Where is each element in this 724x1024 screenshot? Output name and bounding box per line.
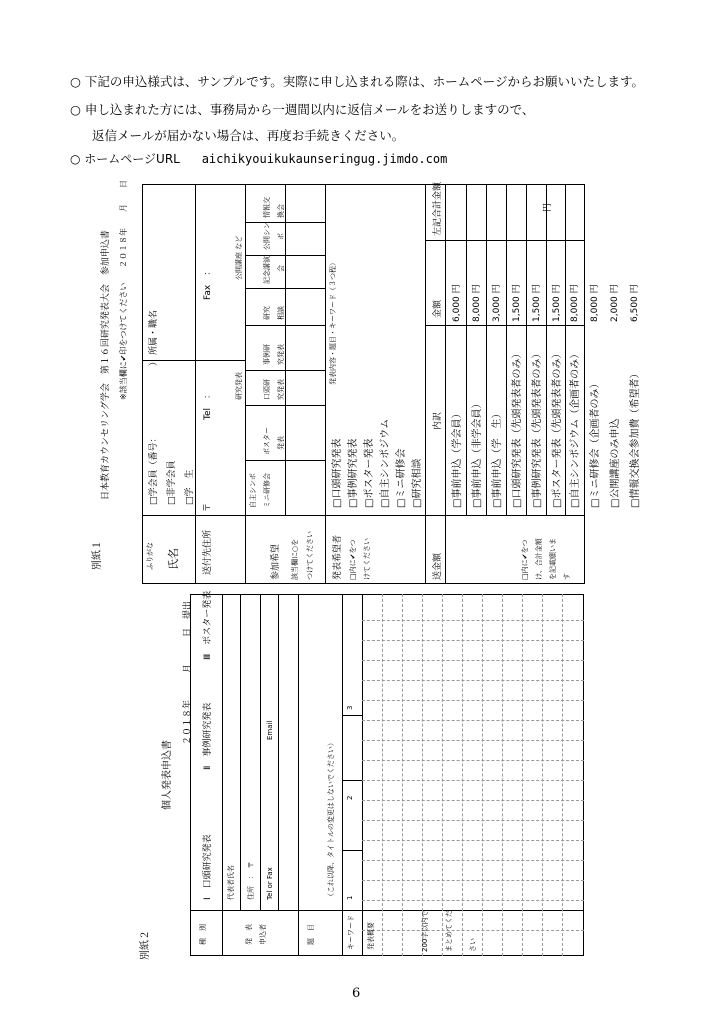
presentation-option-3[interactable]: □自主シンポジウム: [380, 418, 391, 508]
fee-amount-3: 1,500 円: [512, 284, 522, 322]
pheader-7: 事例研: [263, 344, 271, 365]
type-1[interactable]: Ⅱ 事例研究発表: [203, 702, 213, 770]
pheader-11: 記念講演: [263, 256, 271, 284]
pheader-5: 口頭研: [263, 379, 271, 400]
furigana-label: ふりがな: [146, 542, 154, 570]
fee-amount-4: 1,500 円: [532, 284, 542, 322]
email-label: Email: [266, 720, 274, 740]
fee-item-9[interactable]: □情報交換会参加費（希望者）: [630, 368, 641, 508]
summary-note-0: 200字以内で: [421, 910, 429, 952]
fee-item-1[interactable]: □事前申込（非学会員）: [472, 398, 483, 508]
presentation-option-0[interactable]: □口頭研究発表: [332, 438, 343, 508]
total-yen: 円: [543, 202, 553, 212]
presentation-option-2[interactable]: □ポスター発表: [364, 438, 375, 508]
fee-amount-8: 2,000 円: [610, 284, 620, 322]
notice-sample: ○ 下記の申込様式は、サンプルです。実際に申し込まれる際は、ホームページからお願いいたします。: [70, 74, 645, 89]
fee-col-content: 内訳: [433, 411, 443, 430]
keyword-label: キーワード: [347, 915, 355, 950]
pheader-3: 発表: [277, 436, 285, 450]
form2-title: 個人発表申込書: [162, 740, 173, 810]
fee-item-6[interactable]: □自主シンポジウム（企画者のみ）: [570, 348, 581, 508]
fee-note-3: す: [563, 573, 571, 580]
participation-note-1: 該当欄に○を: [291, 538, 299, 580]
form1-date: ２０１８年 月 日: [119, 180, 128, 268]
form2-date: ２０１８年 月 日 提出: [183, 600, 193, 745]
homepage-url[interactable]: aichikyouikukaunseringug.jimdo.com: [201, 152, 448, 166]
page-number: 6: [352, 986, 361, 1001]
presentation-option-1[interactable]: □事例研究発表: [348, 438, 359, 508]
fee-label: 送金額: [433, 552, 443, 580]
pheader-12: 会: [277, 265, 285, 272]
pheader-13: 公開シン: [263, 222, 271, 250]
type-0[interactable]: Ⅰ 口頭研究発表: [203, 834, 213, 900]
summary-note-1: まとめてくだ: [445, 910, 453, 952]
fee-item-5[interactable]: □ポスター発表（先頭発表者のみ）: [552, 348, 563, 508]
presentation-note-2: けてください: [363, 538, 371, 580]
fee-col-amount: 金額: [433, 299, 443, 318]
address-label: 送付先住所 〒: [203, 502, 213, 575]
fee-col-total: 左記合計金額: [433, 181, 443, 236]
form2-annex: 別紙２: [140, 930, 151, 960]
fee-note-0: □内に✔をつ: [521, 539, 529, 580]
form2-table: [190, 594, 584, 956]
pheader-1: ミニ研修会: [263, 473, 271, 508]
pheader-10: 相談: [277, 306, 285, 320]
homepage-label: ○ ホームページURL: [70, 152, 180, 166]
pheader-2: ポスター: [263, 427, 271, 455]
presentation-option-5[interactable]: □研究相談: [412, 458, 423, 508]
fee-amount-7: 8,000 円: [590, 284, 600, 322]
summary-note-2: さい: [469, 938, 477, 952]
notice-retry: 返信メールが届かない場合は、再度お手続きください。: [92, 128, 405, 143]
fee-item-4[interactable]: □事例研究発表（先頭発表者のみ）: [532, 348, 543, 508]
rep-name-label: 代表者氏名: [227, 865, 235, 900]
pheader-0: 自主シンポ: [249, 473, 257, 508]
form1-instruction: ※該当欄に✔印をつけてください: [119, 282, 128, 400]
pheader-17: 公開講座 など: [235, 235, 243, 280]
presentation-note-1: □内に✔をつ: [349, 539, 357, 580]
pheader-16: 換会: [277, 204, 285, 218]
fee-item-3[interactable]: □口頭研究発表（先頭発表者のみ）: [512, 348, 523, 508]
pheader-15: 情報交: [263, 197, 271, 218]
summary-label: 発表概要: [367, 922, 375, 950]
title-label: 題 目: [307, 924, 315, 945]
fee-item-2[interactable]: □事前申込（学 生）: [492, 408, 503, 508]
fee-amount-5: 1,500 円: [552, 284, 562, 322]
pheader-6: 究発表: [277, 379, 285, 400]
fee-amount-2: 3,000 円: [492, 284, 502, 322]
affiliation-label: 所属・職名: [149, 309, 159, 355]
type-2[interactable]: Ⅲ ポスター発表: [203, 590, 213, 660]
presentation-option-4[interactable]: □ミニ研修会: [396, 448, 407, 508]
keyword-num-3: 3: [346, 705, 354, 710]
name-label: 氏名: [167, 548, 180, 570]
presenter-label: 発 表: [245, 924, 253, 945]
presenter-label-2: 申込者: [259, 924, 267, 945]
notice-reply: ○ 申し込まれた方には、事務局から一週間以内に返信メールをお送りしますので、: [70, 102, 535, 117]
keyword-num-1: 1: [346, 895, 354, 900]
fee-item-0[interactable]: □事前申込（学会員）: [452, 408, 463, 508]
fee-item-8[interactable]: □公開講座のみ申込: [610, 418, 621, 508]
participation-label: 参加希望: [271, 543, 281, 580]
fee-amount-9: 6,500 円: [630, 284, 640, 322]
pheader-9: 研究: [263, 306, 271, 320]
pheader-8: 究発表: [277, 344, 285, 365]
member-option-1[interactable]: □非学会員: [167, 460, 177, 505]
fee-item-7[interactable]: □ミニ研修会（企画者のみ）: [590, 378, 601, 508]
participation-note-2: つけてください: [306, 531, 314, 580]
keywords-note: 発表内容・題目・キーワード（３つ程）: [329, 259, 337, 385]
form1-annex: 別紙１: [92, 540, 103, 570]
member-option-2[interactable]: □学 生: [185, 469, 195, 505]
form1-title: 日本教育カウンセリング学会 第１６回研究発表大会 参加申込書: [101, 230, 111, 500]
tel-fax-label: Tel or Fax: [266, 867, 274, 900]
presentation-label: 発表希望者: [333, 534, 343, 580]
fee-note-2: を記載願いま: [549, 538, 557, 580]
title-note: （これ以降、タイトルの変更はしないでください）: [327, 739, 335, 900]
pheader-14: ポ: [277, 233, 285, 240]
tel-label: Tel ：: [203, 389, 213, 420]
keyword-num-2: 2: [346, 795, 354, 800]
fax-label: Fax ：: [203, 266, 213, 300]
fee-amount-6: 8,000 円: [570, 284, 580, 322]
fee-note-1: け、合計金額: [535, 538, 543, 580]
fee-amount-1: 8,000 円: [472, 284, 482, 322]
fee-amount-0: 6,000 円: [452, 284, 462, 322]
type-label: 種 別: [199, 924, 207, 945]
notice-homepage: [70, 150, 447, 167]
pheader-4: 研究発表: [235, 372, 243, 400]
member-option-0[interactable]: □学会員（番号： ）: [149, 356, 159, 505]
address-label-2: 住所 ： 〒: [247, 861, 255, 900]
